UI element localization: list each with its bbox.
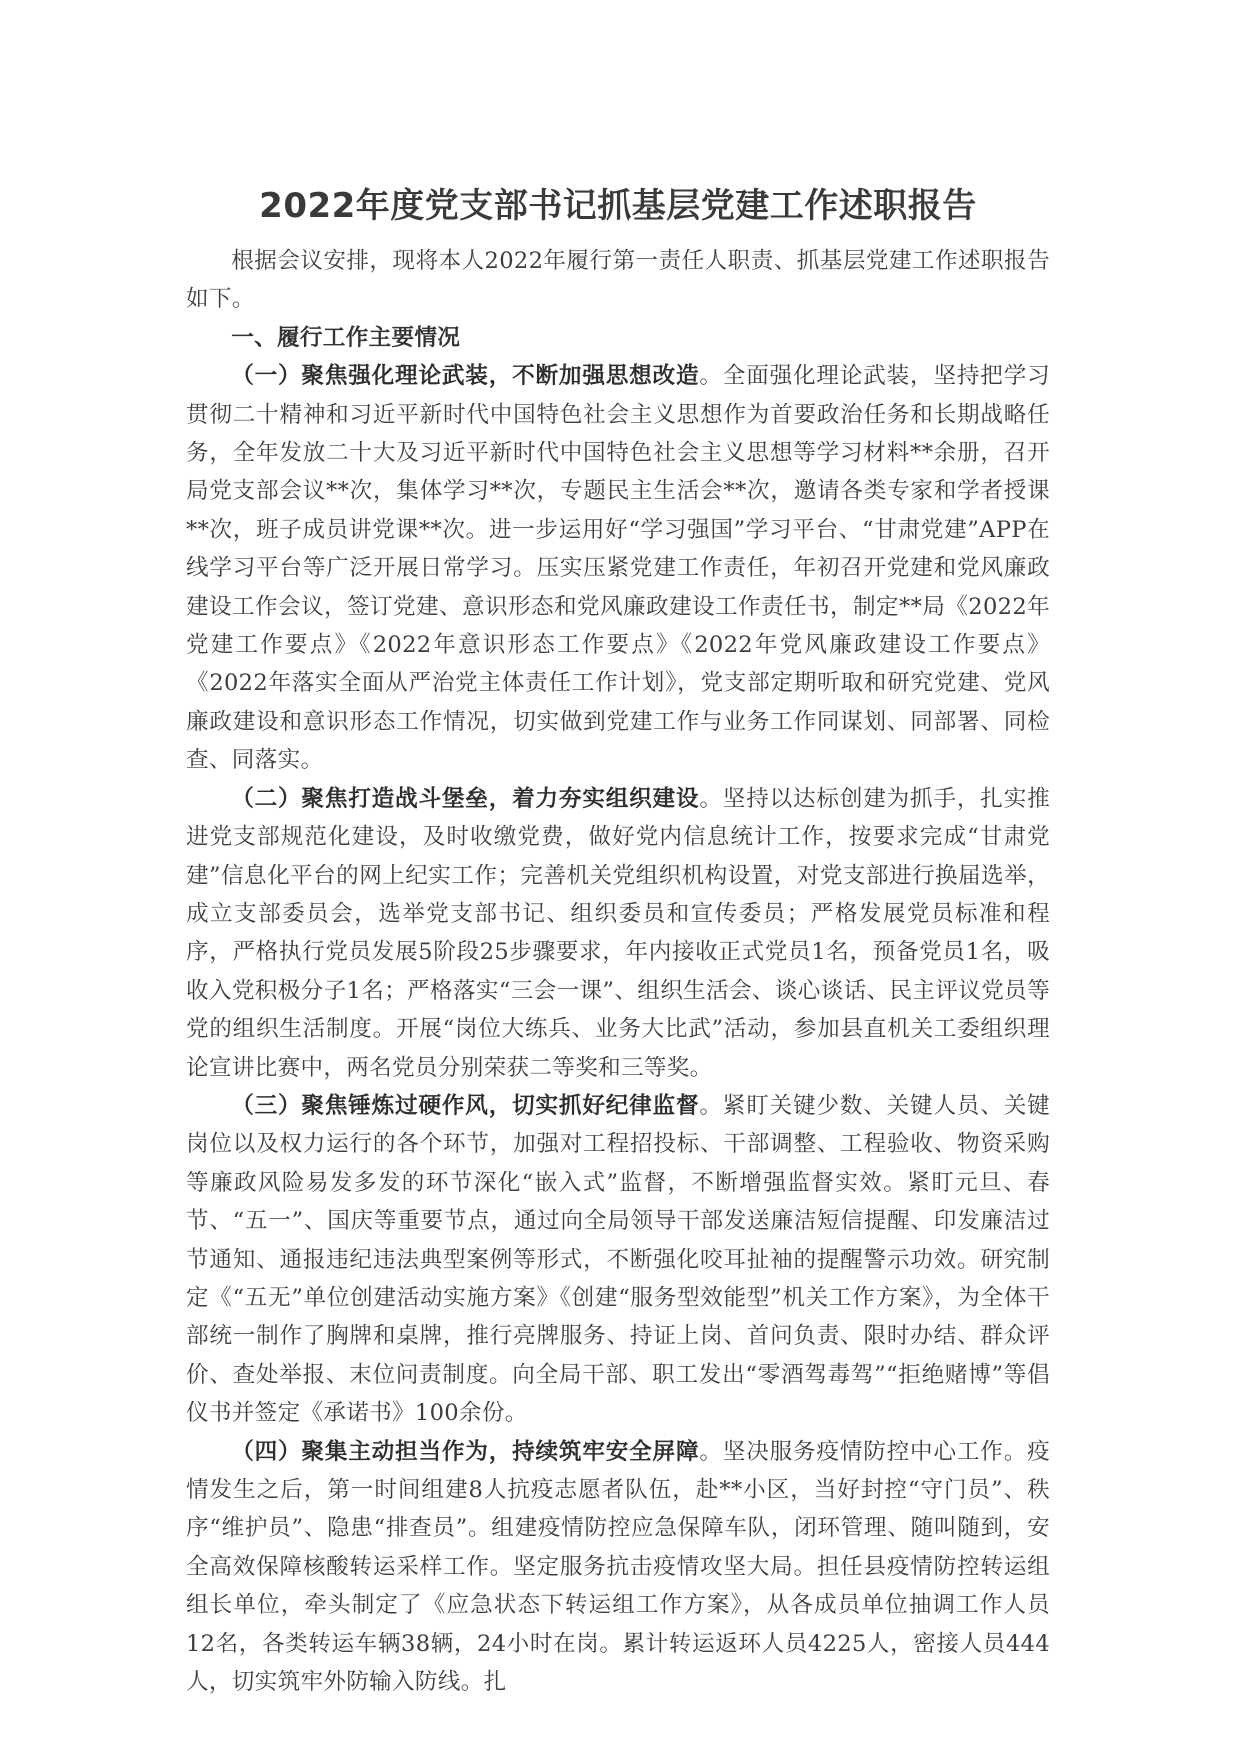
section-1-heading: 一、履行工作主要情况 (231, 324, 461, 351)
item-paragraph-2 (186, 780, 1050, 1087)
document-body (186, 242, 1050, 1701)
item-2-lead: （二）聚焦打造战斗堡垒，着力夯实组织建设 (231, 785, 700, 812)
item-2-text: 。坚持以达标创建为抓手，扎实推进党支部规范化建设，及时收缴党费，做好党内信息统计工作，按要求完成“甘肃党建”信息化平台的网上纪实工作；完善机关党组织机构设置，对党支部进行换届选举，成立支部委员会，选举党支部书记、组织委员和宣传委员；严格发展党员标准和程序，严格执行党员发展5阶段25步骤要求，年内接收正式党员1名，预备党员1名，吸收入党积极分子1名；严格落实“三会一课”、组织生活会、谈心谈话、民主评议党员等党的组织生活制度。开展“岗位大练兵、业务大比武”活动，参加县直机关工委组织理论宣讲比赛中，两名党员分别荣获二等奖和三等奖。 (186, 785, 1050, 1081)
item-4-lead: （四）聚集主动担当作为，持续筑牢安全屏障 (231, 1438, 700, 1465)
intro-paragraph: 根据会议安排，现将本人2022年履行第一责任人职责、抓基层党建工作述职报告如下。 (186, 248, 1050, 313)
item-1-lead: （一）聚焦强化理论武装，不断加强思想改造 (231, 363, 700, 390)
item-1-text: 。全面强化理论武装，坚持把学习贯彻二十精神和习近平新时代中国特色社会主义思想作为首要政治任务和长期战略任务，全年发放二十大及习近平新时代中国特色社会主义思想等学习材料**余册，召开局党支部会议**次，集体学习**次，专题民主生活会**次，邀请各类专家和学者授课**次，班子成员讲党课**次。进一步运用好“学习强国”学习平台、“甘肃党建”APP在线学习平台等广泛开展日常学习。压实压紧党建工作责任，年初召开党建和党风廉政建设工作会议，签订党建、意识形态和党风廉政建设工作责任书，制定**局《2022年党建工作要点》《2022年意识形态工作要点》《2022年党风廉政建设工作要点》《2022年落实全面从严治党主体责任工作计划》，党支部定期听取和研究党建、党风廉政建设和意识形态工作情况，切实做到党建工作与业务工作同谋划、同部署、同检查、同落实。 (186, 363, 1050, 774)
item-3-text: 。紧盯关键少数、关键人员、关键岗位以及权力运行的各个环节，加强对工程招投标、干部调整、工程验收、物资采购等廉政风险易发多发的环节深化“嵌入式”监督，不断增强监督实效。紧盯元旦、春节、“五一”、国庆等重要节点，通过向全局领导干部发送廉洁短信提醒、印发廉洁过节通知、通报违纪违法典型案例等形式，不断强化咬耳扯袖的提醒警示功效。研究制定《“五无”单位创建活动实施方案》《创建“服务型效能型”机关工作方案》，为全体干部统一制作了胸牌和桌牌，推行亮牌服务、持证上岗、首问负责、限时办结、群众评价、查处举报、末位问责制度。向全局干部、职工发出“零酒驾毒驾”“拒绝赌博”等倡仪书并签定《承诺书》100余份。 (186, 1092, 1050, 1427)
document-title: 2022年度党支部书记抓基层党建工作述职报告 (259, 186, 977, 226)
item-3-lead: （三）聚焦锤炼过硬作风，切实抓好纪律监督 (231, 1092, 700, 1119)
item-4-text: 。坚决服务疫情防控中心工作。疫情发生之后，第一时间组建8人抗疫志愿者队伍，赴**小区，当好封控“守门员”、秩序“维护员”、隐患“排查员”。组建疫情防控应急保障车队，闭环管理、随叫随到，安全高效保障核酸转运采样工作。坚定服务抗击疫情攻坚大局。担任县疫情防控转运组组长单位，牵头制定了《应急状态下转运组工作方案》，从各成员单位抽调工作人员12名，各类转运车辆38辆，24小时在岗。累计转运返环人员4225人，密接人员444人，切实筑牢外防输入防线。扎 (186, 1438, 1050, 1696)
item-paragraph-1 (186, 357, 1050, 779)
item-paragraph-3 (186, 1087, 1050, 1433)
section-heading (186, 319, 1050, 357)
item-paragraph-4 (186, 1433, 1050, 1702)
